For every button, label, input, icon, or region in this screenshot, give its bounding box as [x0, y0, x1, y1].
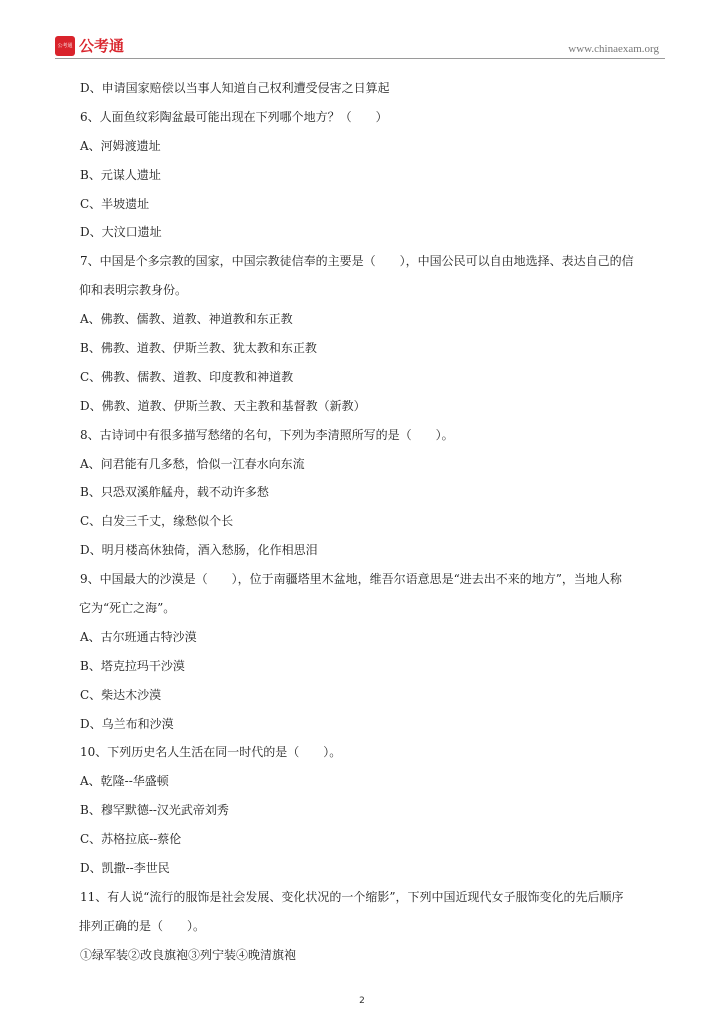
logo-icon: 公考通 [55, 36, 75, 56]
option-line: A、古尔班通古特沙漠 [80, 629, 197, 644]
site-url: www.chinaexam.org [568, 43, 659, 55]
option-line: A、乾隆--华盛顿 [80, 774, 169, 789]
option-line: B、穆罕默德--汉光武帝刘秀 [80, 803, 229, 818]
option-line: C、白发三千丈，缘愁似个长 [80, 514, 234, 529]
header-divider [55, 58, 665, 59]
option-line: B、元谋人遗址 [80, 167, 161, 182]
option-line: C、柴达木沙漠 [80, 687, 162, 702]
question-9-continued: 它为“死亡之海”。 [79, 601, 176, 616]
document-body [80, 80, 670, 976]
option-line: B、塔克拉玛干沙漠 [80, 658, 185, 673]
option-line: A、问君能有几多愁，恰似一江春水向东流 [80, 456, 305, 471]
option-line: C、苏格拉底--蔡伦 [80, 832, 182, 847]
option-line: D、乌兰布和沙漠 [80, 716, 174, 731]
option-line: D、大汶口遗址 [80, 225, 162, 240]
question-8: 8、古诗词中有很多描写愁绪的名句，下列为李清照所写的是（ ）。 [80, 427, 454, 442]
question-9: 9、中国最大的沙漠是（ ），位于南疆塔里木盆地，维吾尔语意思是“进去出不来的地方”，当地人称 [80, 572, 622, 587]
question-7-continued: 仰和表明宗教身份。 [79, 283, 188, 298]
question-11: 11、有人说“流行的服饰是社会发展、变化状况的一个缩影”，下列中国近现代女子服饰变化的先后顺序 [80, 889, 624, 904]
option-line: A、佛教、儒教、道教、神道教和东正教 [80, 312, 293, 327]
option-line: D、凯撒--李世民 [80, 861, 170, 876]
option-line: B、只恐双溪舴艋舟，载不动许多愁 [80, 485, 269, 500]
logo [55, 36, 124, 56]
question-10: 10、下列历史名人生活在同一时代的是（ ）。 [80, 745, 342, 760]
question-7: 7、中国是个多宗教的国家，中国宗教徒信奉的主要是（ ），中国公民可以自由地选择、表达自己的信 [80, 254, 634, 269]
option-line: A、河姆渡遗址 [80, 138, 161, 153]
question-11-continued: 排列正确的是（ ）。 [79, 918, 206, 933]
option-line: D、佛教、道教、伊斯兰教、天主教和基督教（新教） [80, 398, 366, 413]
question-11-items: ①绿军装②改良旗袍③列宁装④晚清旗袍 [80, 947, 297, 962]
logo-text: 公考通 [79, 37, 125, 55]
option-line: D、申请国家赔偿以当事人知道自己权利遭受侵害之日算起 [80, 81, 390, 95]
option-line: B、佛教、道教、伊斯兰教、犹太教和东正教 [80, 341, 317, 356]
question-6: 6、人面鱼纹彩陶盆最可能出现在下列哪个地方？（ ） [80, 109, 388, 124]
page-header [55, 34, 665, 60]
option-line: D、明月楼高休独倚，酒入愁肠，化作相思泪 [80, 543, 318, 558]
option-line: C、半坡遗址 [80, 196, 150, 211]
option-line: C、佛教、儒教、道教、印度教和神道教 [80, 369, 294, 384]
page-number: 2 [359, 996, 365, 1006]
